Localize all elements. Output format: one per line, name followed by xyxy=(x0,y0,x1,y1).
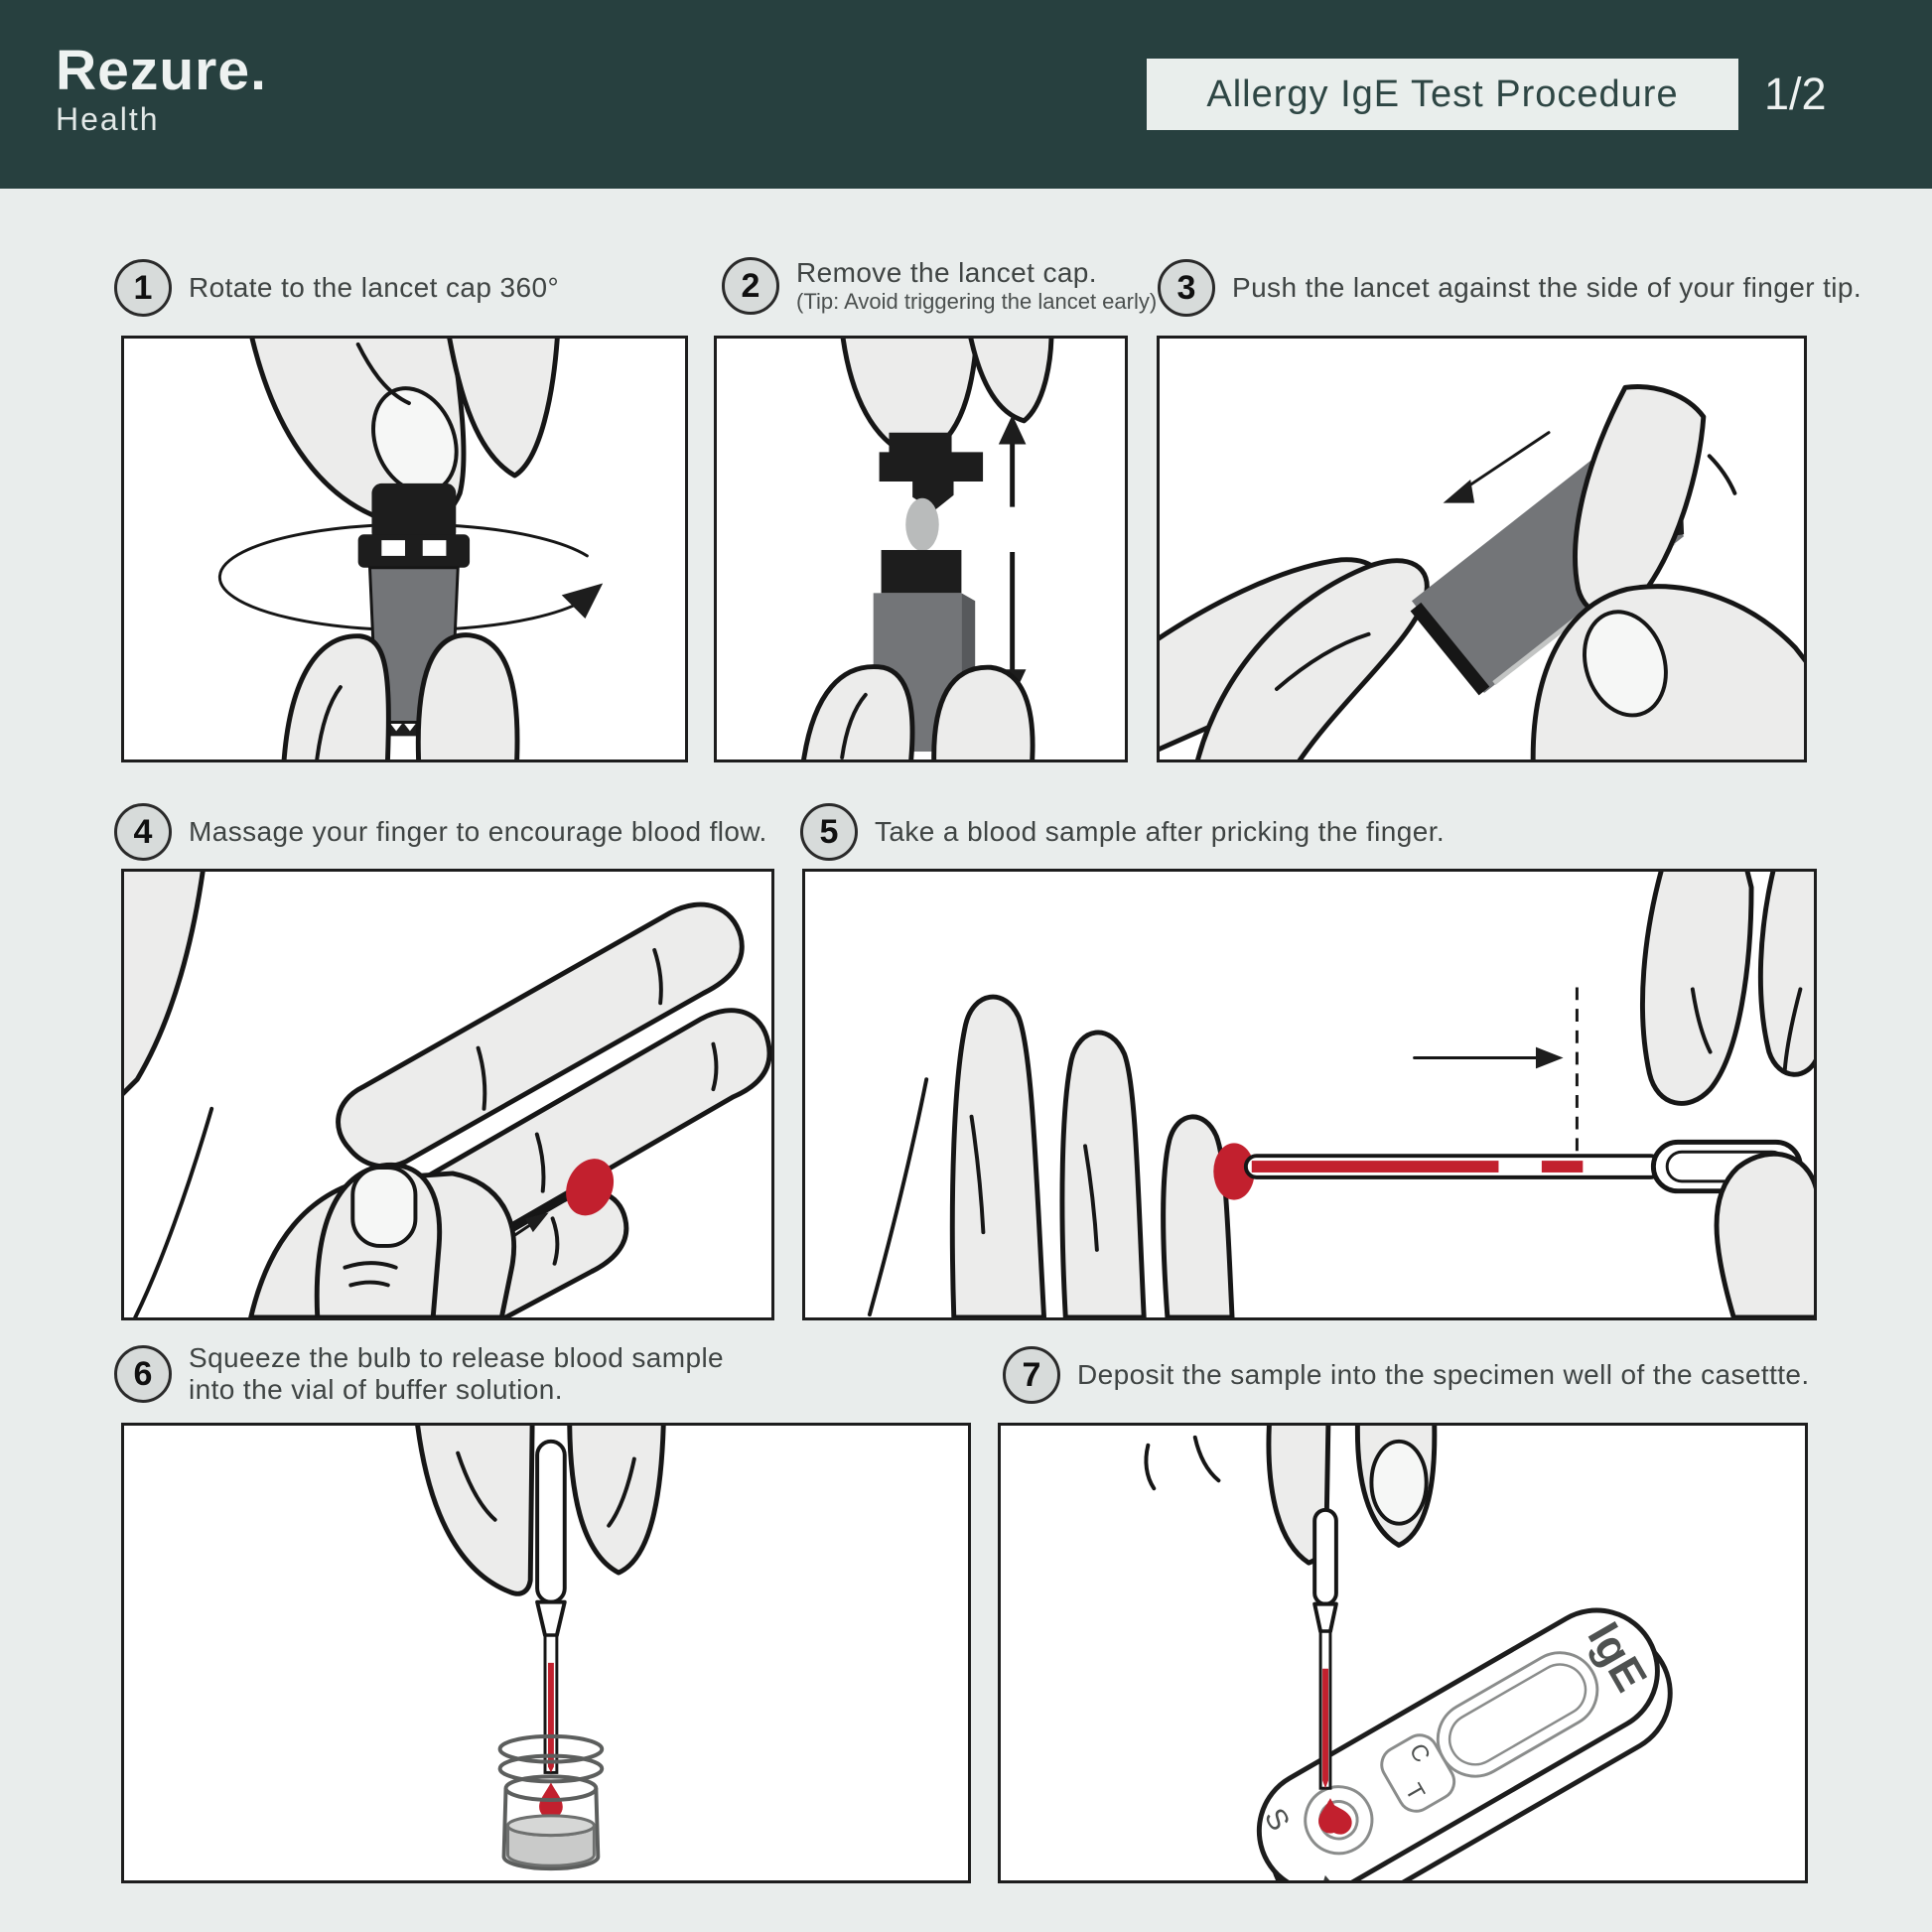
header xyxy=(0,0,1932,189)
finger-2 xyxy=(1062,1033,1144,1317)
step-5-panel xyxy=(802,869,1817,1320)
brand-logo xyxy=(56,39,267,138)
step-6-label-line1: Squeeze the bulb to release blood sample xyxy=(189,1342,725,1373)
step-1-header xyxy=(114,259,559,317)
brand-name: Rezure. xyxy=(56,39,267,102)
lancet-cap xyxy=(371,483,456,542)
step-7-panel xyxy=(998,1423,1808,1883)
direction-arrow-icon xyxy=(1460,433,1549,491)
step-6-panel xyxy=(121,1423,971,1883)
page-indicator: 1/2 xyxy=(1764,69,1827,119)
step-2-tip: (Tip: Avoid triggering the lancet early) xyxy=(796,289,1158,314)
finger-right xyxy=(418,635,517,759)
thumb xyxy=(1717,1154,1814,1317)
step-4-panel xyxy=(121,869,774,1320)
step-2-number-badge: 2 xyxy=(722,257,779,315)
massage-finger-illustration xyxy=(124,872,771,1317)
step-3-number-badge: 3 xyxy=(1158,259,1215,317)
deposit-into-cassette-illustration xyxy=(1001,1426,1805,1880)
step-7-label: Deposit the sample into the specimen well of the casettte. xyxy=(1077,1359,1810,1390)
step-7-header xyxy=(1003,1346,1810,1404)
finger-left xyxy=(417,1426,532,1593)
step-5-label: Take a blood sample after pricking the finger. xyxy=(875,816,1446,847)
step-1-label: Rotate to the lancet cap 360° xyxy=(189,272,560,303)
pipette-bulb xyxy=(537,1442,565,1602)
step-6-label-line2: into the vial of buffer solution. xyxy=(189,1374,563,1405)
title-box xyxy=(1147,59,1738,130)
blood-in-tube xyxy=(1252,1161,1499,1173)
squeeze-into-vial-illustration xyxy=(124,1426,968,1880)
test-cassette xyxy=(1237,1588,1693,1880)
step-2-header xyxy=(722,257,1157,315)
page-title: Allergy IgE Test Procedure xyxy=(1206,72,1679,115)
pipette-bulb xyxy=(1314,1510,1336,1604)
removed-cap xyxy=(880,433,983,511)
rotation-arrowhead xyxy=(562,584,603,619)
finger-1 xyxy=(952,997,1043,1317)
pricked-finger xyxy=(1164,1117,1232,1317)
step-6-number-badge: 6 xyxy=(114,1345,172,1403)
step-3-header xyxy=(1158,259,1862,317)
test-line-label: T xyxy=(1399,1779,1430,1805)
control-line-label: C xyxy=(1403,1739,1435,1767)
rotate-lancet-cap-illustration xyxy=(124,339,685,759)
step-3-label: Push the lancet against the side of your finger tip. xyxy=(1232,272,1863,303)
step-7-number-badge: 7 xyxy=(1003,1346,1060,1404)
fingernail xyxy=(1371,1442,1426,1524)
step-1-panel xyxy=(121,336,688,762)
step-5-header xyxy=(800,803,1445,861)
collect-blood-sample-illustration xyxy=(805,872,1814,1317)
step-3-panel xyxy=(1157,336,1807,762)
thumbnail xyxy=(352,1168,415,1246)
step-5-number-badge: 5 xyxy=(800,803,858,861)
sample-well-label: S xyxy=(1257,1802,1297,1837)
remove-lancet-cap-illustration xyxy=(717,339,1125,759)
brand-subtitle: Health xyxy=(56,100,160,137)
lancet-needle-cover xyxy=(905,498,939,551)
step-4-number-badge: 4 xyxy=(114,803,172,861)
step-2-panel xyxy=(714,336,1128,762)
step-1-number-badge: 1 xyxy=(114,259,172,317)
finger-left xyxy=(803,667,912,759)
palm-edge xyxy=(124,872,204,1099)
step-2-label: Remove the lancet cap. xyxy=(796,257,1097,288)
holding-finger xyxy=(1642,872,1751,1103)
step-6-header xyxy=(114,1342,724,1406)
finger-right xyxy=(570,1426,664,1573)
finger-left xyxy=(284,636,389,759)
push-lancet-illustration xyxy=(1160,339,1804,759)
step-4-label: Massage your finger to encourage blood flow. xyxy=(189,816,767,847)
blood-in-pipette xyxy=(1322,1669,1328,1788)
lancet-top-band xyxy=(882,550,962,593)
step-4-header xyxy=(114,803,767,861)
holding-finger xyxy=(1576,387,1704,616)
assay-label: IgE xyxy=(1578,1613,1657,1701)
